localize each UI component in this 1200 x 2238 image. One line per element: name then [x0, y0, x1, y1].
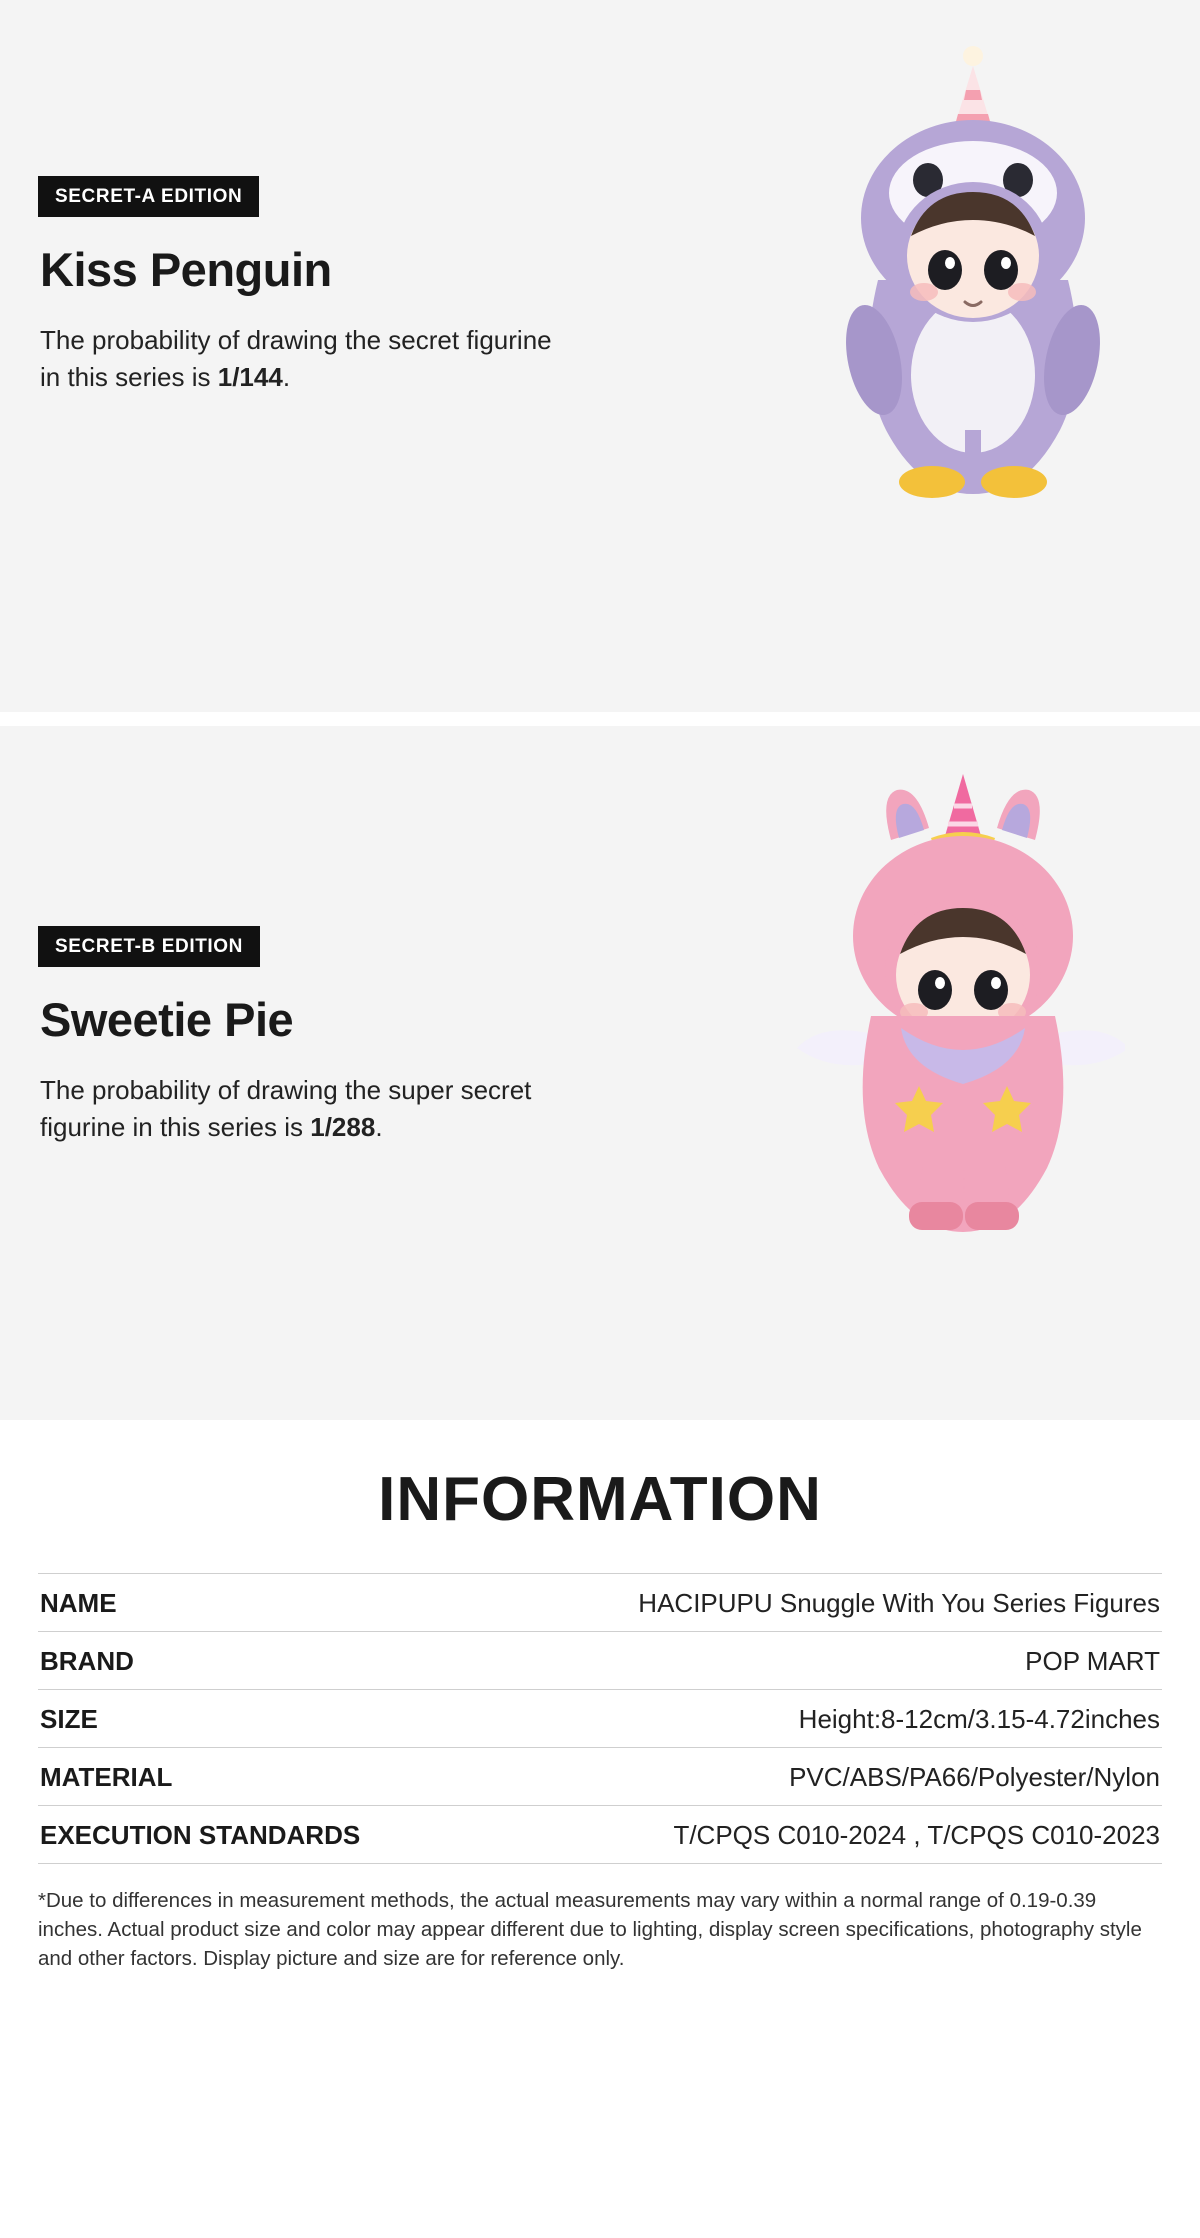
information-section: [0, 1420, 1200, 1973]
info-label-material: MATERIAL: [40, 1762, 173, 1792]
table-row: [38, 1690, 1162, 1748]
info-value-execution-standards: T/CPQS C010-2024 , T/CPQS C010-2023: [673, 1820, 1160, 1850]
secret-a-desc-suffix: .: [282, 362, 291, 393]
info-label-name: NAME: [40, 1588, 117, 1618]
secret-a-description: [40, 322, 570, 396]
purple-penguin-figurine: [660, 30, 1130, 500]
secret-b-desc-prefix: The probability of drawing the super secret figurine in this series is: [40, 1075, 532, 1143]
secret-b-desc-suffix: .: [375, 1112, 383, 1143]
secret-a-edition-badge: SECRET-A EDITION: [38, 176, 259, 217]
secret-a-probability: 1/144: [217, 362, 283, 393]
table-row: [38, 1574, 1162, 1632]
info-value-material: PVC/ABS/PA66/Polyester/Nylon: [789, 1762, 1160, 1792]
information-table: [38, 1573, 1162, 1864]
secret-a-figure-wrap: [600, 0, 1200, 712]
information-heading: INFORMATION: [378, 1465, 822, 1534]
secret-a-title: Kiss Penguin: [40, 243, 332, 296]
secret-b-description: [40, 1072, 570, 1146]
info-label-execution-standards: EXECUTION STANDARDS: [40, 1820, 361, 1850]
pink-unicorn-figurine: [655, 766, 1125, 1236]
section-divider: [0, 712, 1200, 726]
info-label-size: SIZE: [40, 1704, 98, 1734]
table-row: [38, 1748, 1162, 1806]
secret-b-figure-wrap: [600, 726, 1200, 1420]
secret-b-title: Sweetie Pie: [40, 993, 294, 1046]
info-value-brand: POP MART: [1025, 1646, 1160, 1676]
table-row: [38, 1632, 1162, 1690]
secret-a-text-block: [38, 176, 598, 396]
secret-b-text-block: [38, 926, 598, 1146]
secret-b-section: [0, 726, 1200, 1420]
info-value-size: Height:8-12cm/3.15-4.72inches: [798, 1704, 1160, 1734]
secret-b-probability: 1/288: [310, 1112, 376, 1143]
table-row: [38, 1806, 1162, 1864]
info-value-name: HACIPUPU Snuggle With You Series Figures: [638, 1588, 1160, 1618]
secret-a-section: [0, 0, 1200, 712]
secret-b-edition-badge: SECRET-B EDITION: [38, 926, 260, 967]
info-label-brand: BRAND: [40, 1646, 134, 1676]
information-disclaimer: *Due to differences in measurement methods, the actual measurements may vary within a normal range of 0.19-0.39 inches. Actual product size and color may appear different due to lighting, display screen specifications, photography style and other factors. Display picture and size are for reference only.: [38, 1889, 1142, 1971]
secret-a-desc-prefix: The probability of drawing the secret figurine in this series is: [40, 325, 552, 393]
